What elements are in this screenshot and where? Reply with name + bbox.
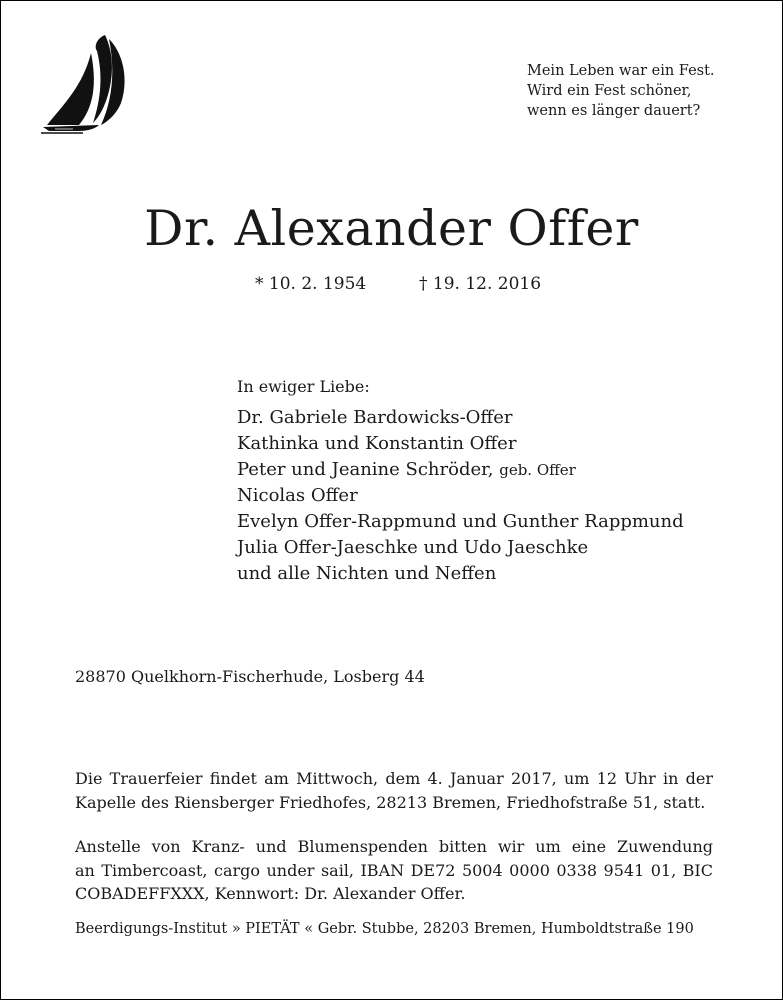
death-date: † 19. 12. 2016 [419,274,542,294]
mourners-intro: In ewiger Liebe: [237,377,370,396]
mourner-entry: Kathinka und Konstantin Offer [237,432,517,454]
motto-quote [527,61,715,121]
family-address: 28870 Quelkhorn-Fischerhude, Losberg 44 [75,667,425,686]
mourner-name: Peter und Jeanine Schröder, [237,458,494,480]
mourner-entry: Nicolas Offer [237,485,358,507]
funeral-info [75,767,713,814]
mourner-entry: Evelyn Offer-Rappmund und Gunther Rappmund [237,511,684,533]
motto-line: wenn es länger dauert? [527,103,701,119]
undertaker-info: Beerdigungs-Institut » PIETÄT « Gebr. Stubbe, 28203 Bremen, Humboldtstraße 190 [75,921,694,937]
motto-line: Mein Leben war ein Fest. [527,63,715,79]
mourner-entry: Julia Offer-Jaeschke und Udo Jaeschke [237,536,589,558]
mourner-entry: und alle Nichten und Neffen [237,562,497,584]
donation-line: COBADEFFXXX, Kennwort: Dr. Alexander Offer. [75,884,466,903]
motto-line: Wird ein Fest schöner, [527,83,692,99]
mourners-list [237,405,684,587]
donation-line: an Timbercoast, cargo under sail, IBAN DE72 5004 0000 0338 9541 01, BIC [75,860,713,880]
birth-date: * 10. 2. 1954 [255,274,367,294]
donation-line: Anstelle von Kranz- und Blumenspenden bitten wir um eine Zuwendung [75,837,713,856]
mourner-entry [237,457,684,484]
donation-info [75,835,713,906]
funeral-line: Die Trauerfeier findet am Mittwoch, dem 4. Januar 2017, um 12 Uhr in der [75,769,713,788]
mourner-entry: Dr. Gabriele Bardowicks-Offer [237,407,513,428]
deceased-name: Dr. Alexander Offer [144,200,639,257]
sailing-ship-icon [39,33,129,135]
maiden-name-note: geb. Offer [499,460,576,479]
funeral-line: Kapelle des Riensberger Friedhofes, 28213 Bremen, Friedhofstraße 51, statt. [75,792,706,812]
